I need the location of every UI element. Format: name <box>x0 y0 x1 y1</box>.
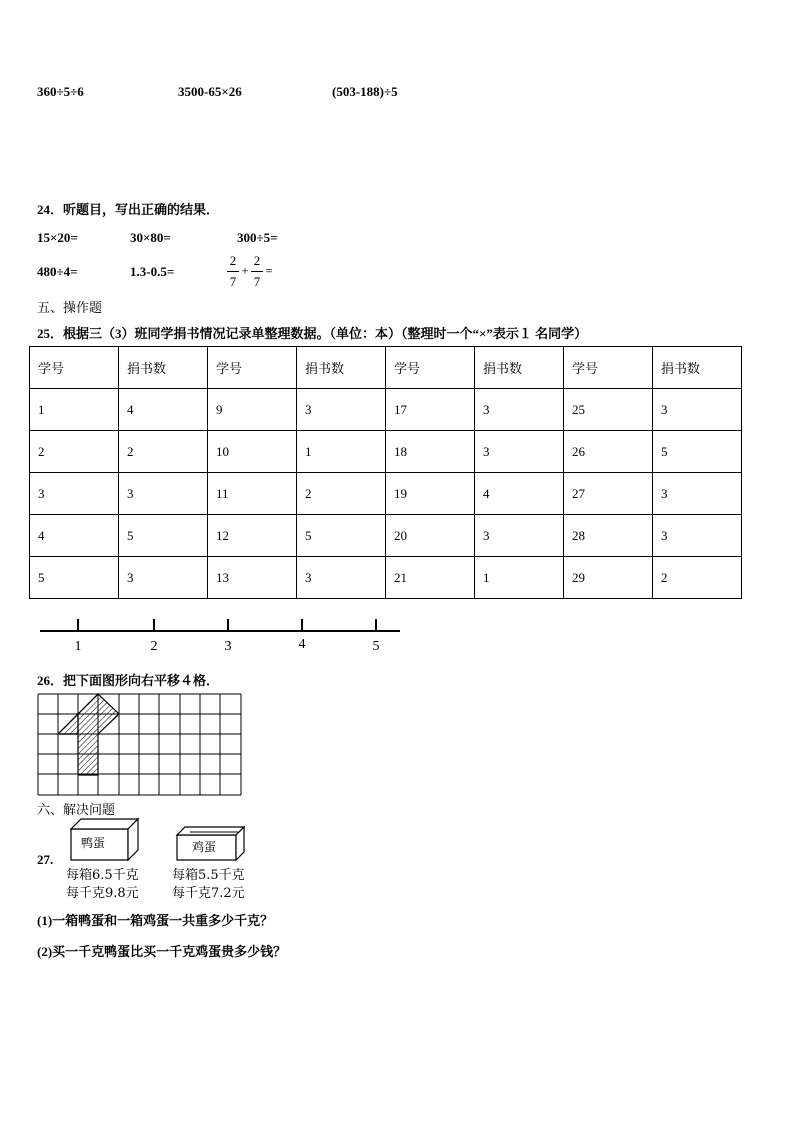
table-cell: 4 <box>475 473 564 515</box>
axis-label: 1 <box>74 639 82 654</box>
table-cell: 20 <box>386 515 475 557</box>
header-cell: 捐书数 <box>297 347 386 389</box>
table-cell: 13 <box>208 557 297 599</box>
table-cell: 12 <box>208 515 297 557</box>
section-6-heading: 六、解决问题 <box>37 803 116 818</box>
axis-label: 2 <box>150 639 158 654</box>
table-cell: 28 <box>564 515 653 557</box>
table-cell: 2 <box>653 557 742 599</box>
duck-weight: 每箱6.5千克 <box>66 868 139 883</box>
equals-sign: = <box>265 263 273 278</box>
fraction-b-numerator: 2 <box>253 253 261 268</box>
q26-title: 26．把下面图形向右平移４格． <box>37 673 220 688</box>
translation-grid <box>37 693 243 797</box>
table-cell: 3 <box>475 389 564 431</box>
fraction-b-denominator: 7 <box>253 274 261 289</box>
plus-sign: + <box>241 263 249 278</box>
table-cell: 10 <box>208 431 297 473</box>
table-cell: 25 <box>564 389 653 431</box>
q24-item-1: 15×20= <box>37 230 78 245</box>
table-cell: 26 <box>564 431 653 473</box>
q27-subquestion-2: (2)买一千克鸭蛋比买一千克鸡蛋贵多少钱？ <box>37 944 287 959</box>
header-cell: 学号 <box>208 347 297 389</box>
q24-item-4: 480÷4= <box>37 264 78 279</box>
duck-egg-box-label: 鸭蛋 <box>81 836 106 850</box>
table-row <box>30 473 742 515</box>
table-cell: 3 <box>297 557 386 599</box>
table-cell: 1 <box>475 557 564 599</box>
table-cell: 3 <box>30 473 119 515</box>
q27-subquestion-1: (1)一箱鸭蛋和一箱鸡蛋一共重多少千克？ <box>37 913 274 928</box>
table-cell: 27 <box>564 473 653 515</box>
q27-number: 27. <box>37 852 54 867</box>
table-cell: 19 <box>386 473 475 515</box>
table-cell: 5 <box>297 515 386 557</box>
table-cell: 1 <box>30 389 119 431</box>
calc-item-2: 3500-65×26 <box>178 84 242 99</box>
table-cell: 4 <box>119 389 208 431</box>
axis-label: 5 <box>372 639 380 654</box>
table-cell: 9 <box>208 389 297 431</box>
fraction-a-denominator: 7 <box>229 274 237 289</box>
table-cell: 5 <box>653 431 742 473</box>
header-cell: 捐书数 <box>475 347 564 389</box>
table-cell: 21 <box>386 557 475 599</box>
table-header-row <box>30 347 742 389</box>
chicken-egg-box-label: 鸡蛋 <box>192 840 217 854</box>
header-cell: 捐书数 <box>653 347 742 389</box>
header-cell: 学号 <box>386 347 475 389</box>
table-cell: 11 <box>208 473 297 515</box>
q24-item-5: 1.3-0.5= <box>130 264 175 279</box>
table-cell: 3 <box>653 389 742 431</box>
q24-title: 24．听题目，写出正确的结果． <box>37 202 220 217</box>
table-cell: 2 <box>30 431 119 473</box>
table-row <box>30 431 742 473</box>
calc-item-1: 360÷5÷6 <box>37 84 84 99</box>
table-cell: 2 <box>297 473 386 515</box>
q24-item-3: 300÷5= <box>237 230 278 245</box>
table-cell: 3 <box>119 473 208 515</box>
duck-price: 每千克9.8元 <box>66 886 139 901</box>
table-cell: 5 <box>30 557 119 599</box>
tally-axis <box>36 612 406 657</box>
fraction-a-numerator: 2 <box>229 253 237 268</box>
donation-record-table <box>29 346 742 599</box>
table-cell: 29 <box>564 557 653 599</box>
table-cell: 3 <box>119 557 208 599</box>
duck-egg-box-icon <box>66 817 146 863</box>
table-row <box>30 557 742 599</box>
table-cell: 3 <box>297 389 386 431</box>
header-cell: 捐书数 <box>119 347 208 389</box>
table-cell: 3 <box>653 515 742 557</box>
chicken-price: 每千克7.2元 <box>172 886 245 901</box>
table-row <box>30 515 742 557</box>
table-cell: 4 <box>30 515 119 557</box>
header-cell: 学号 <box>564 347 653 389</box>
chicken-weight: 每箱5.5千克 <box>172 868 245 883</box>
table-cell: 3 <box>653 473 742 515</box>
table-cell: 17 <box>386 389 475 431</box>
axis-label: 3 <box>224 639 232 654</box>
table-cell: 3 <box>475 431 564 473</box>
axis-label: 4 <box>298 637 306 652</box>
q25-title: 25．根据三（3）班同学捐书情况记录单整理数据。（单位：本）（整理时一个“×”表示１ 名同学） <box>37 326 588 341</box>
table-cell: 1 <box>297 431 386 473</box>
section-5-heading: 五、操作题 <box>37 301 103 316</box>
table-cell: 3 <box>475 515 564 557</box>
table-row <box>30 389 742 431</box>
header-cell: 学号 <box>30 347 119 389</box>
q24-item-2: 30×80= <box>130 230 171 245</box>
calc-item-3: (503-188)÷5 <box>332 84 398 99</box>
fraction-a-bar <box>227 271 239 272</box>
table-cell: 18 <box>386 431 475 473</box>
table-cell: 2 <box>119 431 208 473</box>
arrow-head <box>58 714 78 734</box>
fraction-b-bar <box>251 271 263 272</box>
table-cell: 5 <box>119 515 208 557</box>
